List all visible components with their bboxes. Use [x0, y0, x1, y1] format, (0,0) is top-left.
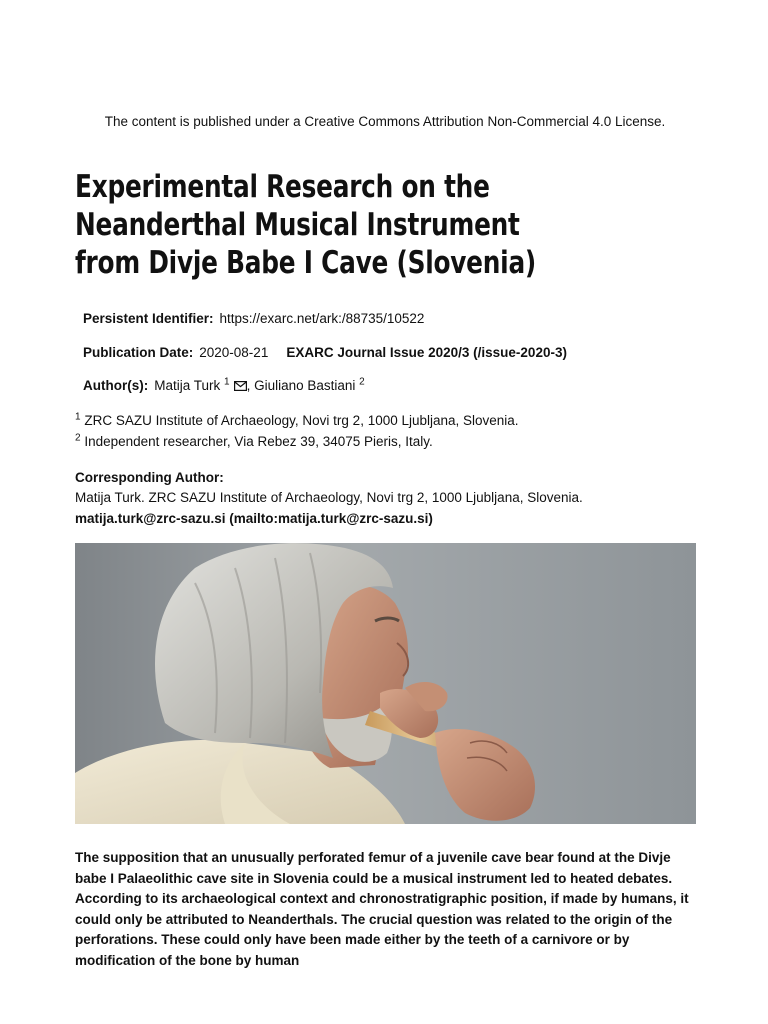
- affiliation-2-sup: 2: [75, 432, 81, 444]
- pid-value[interactable]: https://exarc.net/ark:/88735/10522: [219, 311, 425, 326]
- abstract-paragraph: The supposition that an unusually perforated femur of a juvenile cave bear found at the Divje babe I Palaeolithic cave site in Slovenia could be a musical instrument led to heated debates. According to its archaeological context and chronostratigraphic position, if made by humans, it could only be attributed to Neanderthals. The crucial question was related to the origin of the perforations. These could only have been made either by the teeth of a carnivore or by modification of the bone by human: [75, 850, 689, 968]
- author-1[interactable]: Matija Turk: [154, 378, 221, 393]
- corresponding-author-email[interactable]: matija.turk@zrc-sazu.si (mailto:matija.turk@zrc-sazu.si): [75, 511, 433, 526]
- affiliation-1-sup: 1: [75, 411, 81, 423]
- license-notice: The content is published under a Creative Commons Attribution Non-Commercial 4.0 License.: [104, 114, 666, 129]
- article-photo: [75, 543, 696, 824]
- corresponding-author-line: Matija Turk. ZRC SAZU Institute of Archaeology, Novi trg 2, 1000 Ljubljana, Slovenia.: [75, 490, 583, 505]
- pid-label: Persistent Identifier:: [83, 311, 214, 326]
- publication-date-row: [83, 345, 567, 360]
- affiliation-2: [75, 434, 433, 449]
- affiliation-1: [75, 413, 519, 428]
- persistent-identifier-row: [83, 311, 424, 326]
- author-1-sup: 1: [224, 376, 230, 388]
- mail-icon[interactable]: [234, 379, 247, 394]
- photo-illustration: [75, 543, 696, 824]
- affiliation-1-text: ZRC SAZU Institute of Archaeology, Novi trg 2, 1000 Ljubljana, Slovenia.: [84, 413, 519, 428]
- issue-link[interactable]: EXARC Journal Issue 2020/3 (/issue-2020-3): [286, 345, 567, 360]
- date-label: Publication Date:: [83, 345, 194, 360]
- affiliation-2-text: Independent researcher, Via Rebez 39, 34075 Pieris, Italy.: [84, 434, 433, 449]
- date-value: 2020-08-21: [199, 345, 269, 360]
- author-2[interactable]: , Giuliano Bastiani: [246, 378, 356, 393]
- authors-label: Author(s):: [83, 378, 149, 393]
- article-title: Experimental Research on the Neanderthal Musical Instrument from Divje Babe I Cave (Slovenia): [75, 169, 537, 281]
- author-2-sup: 2: [359, 376, 365, 388]
- authors-row: [83, 378, 365, 394]
- corresponding-author-heading: Corresponding Author:: [75, 470, 224, 485]
